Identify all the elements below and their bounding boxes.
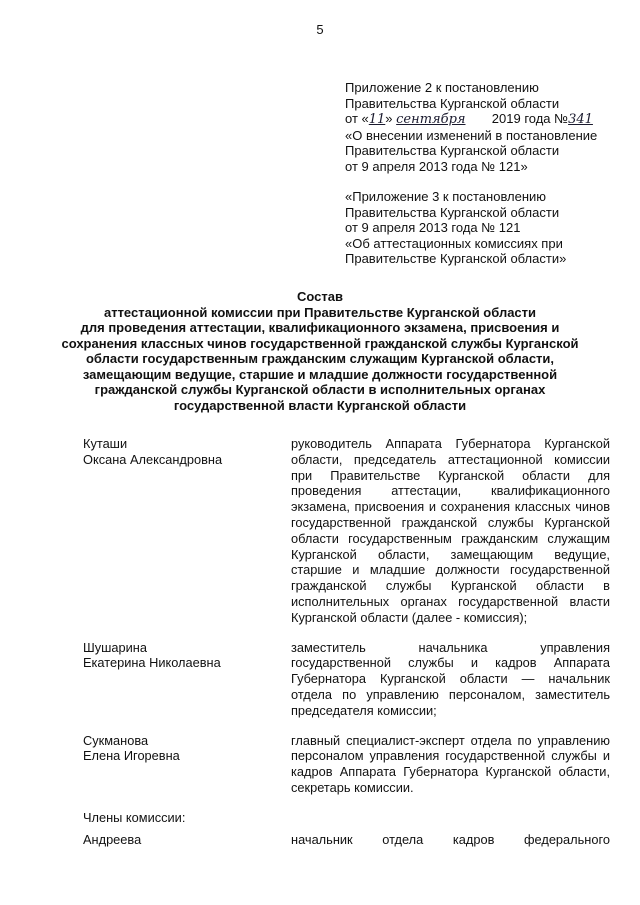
- heading-line: замещающим ведущие, старшие и младшие должности государственной: [82, 366, 558, 382]
- heading-line: государственной власти Курганской области: [173, 397, 467, 413]
- member-surname: Шушарина: [83, 639, 147, 655]
- appendix-sub-line: Правительстве Курганской области»: [345, 251, 567, 266]
- member-name: [83, 733, 291, 796]
- heading-line: области государственным гражданским служащим Курганской области,: [85, 351, 555, 366]
- heading-title: Состав: [297, 289, 343, 304]
- heading-line: для проведения аттестации, квалификационного экзамена, присвоения и: [80, 320, 560, 335]
- date-year-text: 2019 года №: [491, 111, 569, 126]
- appendix-line: «О внесении изменений в постановление: [345, 127, 598, 143]
- member-row: [83, 832, 610, 848]
- appendix-date-line: [345, 111, 615, 128]
- member-role: главный специалист-эксперт отдела по управлению персоналом управления государственной службы и кадров Аппарата Губернатора Курганской области, секретарь комиссии.: [291, 732, 610, 795]
- appendix-block: [345, 80, 615, 267]
- page-number: 5: [316, 22, 324, 37]
- appendix-line: Правительства Курганской области: [345, 143, 560, 158]
- member-row: [83, 733, 610, 796]
- member-surname: Куташи: [83, 436, 128, 451]
- member-role: заместитель начальника управления государственной службы и кадров Аппарата Губернатора Курганской области — начальник отдела по управлению персоналом, заместитель председателя комиссии;: [291, 639, 610, 718]
- members-list: [83, 436, 610, 861]
- member-given-name: Елена Игоревна: [83, 748, 180, 764]
- member-given-name: Оксана Александровна: [83, 451, 223, 467]
- date-prefix: от «: [345, 111, 369, 126]
- appendix-line: Приложение 2 к постановлению: [345, 80, 539, 95]
- date-quote-close: »: [385, 111, 393, 126]
- document-heading: [60, 289, 580, 413]
- member-role: руководитель Аппарата Губернатора Курганской области, председатель аттестационной комиссии при Правительстве Курганской области для проведения аттестации, квалификационного экзамена, присвоения и сохранения классных чинов государственной гражданской службы Курганской области государственным гражданским служащим Курганской области, замещающим ведущие, старшие и младшие должности государственной гражданской службы Курганской области в исполнительных органах государственной власти Курганской области (далее - комиссия);: [291, 436, 610, 625]
- member-name: [83, 436, 291, 626]
- appendix-line: Правительства Курганской области: [345, 95, 560, 111]
- member-name: [83, 832, 291, 848]
- member-surname: Сукманова: [83, 732, 149, 748]
- member-surname: Андреева: [83, 831, 142, 847]
- appendix-sub-line: Правительства Курганской области: [345, 204, 560, 220]
- member-row: [83, 436, 610, 626]
- appendix-sub-line: «Приложение 3 к постановлению: [345, 189, 547, 204]
- members-section-label: Члены комиссии:: [83, 809, 186, 825]
- heading-line: аттестационной комиссии при Правительстве Курганской области: [103, 304, 537, 320]
- heading-line: сохранения классных чинов государственной гражданской службы Курганской: [61, 335, 579, 351]
- heading-line: гражданской службы Курганской области в исполнительных органах: [94, 382, 546, 397]
- member-name: [83, 640, 291, 719]
- handwritten-day: 11: [368, 112, 386, 127]
- member-given-name: Екатерина Николаевна: [83, 655, 221, 671]
- appendix-sub-line: от 9 апреля 2013 года № 121: [345, 220, 521, 235]
- appendix-sub-line: «Об аттестационных комиссиях при: [345, 235, 563, 251]
- member-row: [83, 640, 610, 719]
- appendix-line: от 9 апреля 2013 года № 121»: [345, 158, 528, 174]
- handwritten-doc-number: 341: [568, 112, 593, 127]
- handwritten-month: сентября: [396, 112, 466, 127]
- member-role: начальник отдела кадров федерального: [291, 831, 610, 847]
